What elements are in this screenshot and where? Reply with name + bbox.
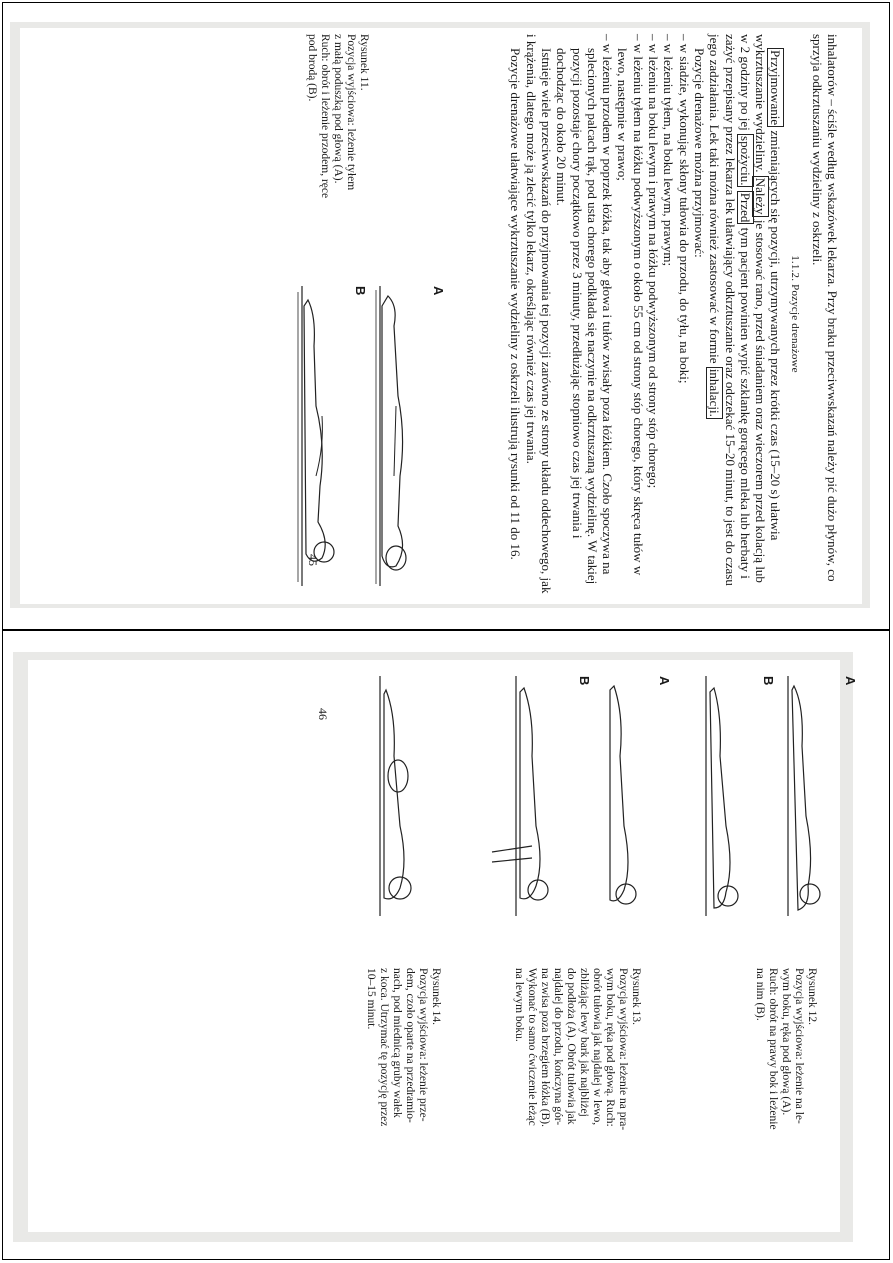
paragraph-drainage-intro: Przyjmowanie zmieniających się pozycji, utrzymywanych przez krótki czas (15–20 s) ułatwia wykrztuszanie wydzieliny. Należy je stosować rano, przed śniadaniem oraz wieczorem przed kolacją lub w 2 godziny po jej spożyciu. Przed tym pacjent powinien wypić szklankę gorącego mleka lub herbaty i zażyć przepisany przez lekarza lek ułatwiający odkrztuszanie oraz odczekać 15–20 minut, to jest do czasu jego zadziałania. Lek taki można również zastosować w formie inhalacji. [707,34,784,586]
caption-line: Pozycja wyjściowa: leżenie tyłem [345,34,357,191]
caption-title: Rysunek 13. [630,968,642,1026]
figure-12 [678,668,858,1228]
illustration-right-side [698,676,758,916]
list-item: – w siadzie, wykonując skłony tułowia do przodu, do tyłu, na boki; [676,34,692,384]
list-item: – w leżeniu tyłem na łóżku podwyższonym o około 55 cm od strony stóp chorego, który skręca tułów w lewo, następnie w prawo; [615,34,646,576]
boxed-word: spożyciu. [737,136,753,186]
list-item: – w leżeniu przodem w poprzek łóżka, tak aby głowa i tułów zwisały poza łóżkiem. Czoło spoczywa na splecionych palcach rąk, pod usta chorego podkłada się naczynie na odkrztuszaną wydzielinę. W takiej pozycji pozostaje chory początkowo przez 3 minuty, przedłużając stopniowo czas jej trwania i dochodząc do około 20 minut. [554,34,616,585]
caption-line: nach, pod miednicą gruby wałek [391,968,403,1118]
figure-label-b: B [761,676,776,686]
page-46-content [0,668,858,1228]
page-number: 45 [306,554,320,566]
caption-title: Rysunek 11. [358,34,370,91]
figure-11 [288,34,448,594]
figure-12-caption [753,968,818,1208]
caption-line: Pozycja wyjściowa: leżenie prze- [417,968,429,1122]
boxed-word: Należy [753,177,769,215]
figure-label-b: B [353,286,368,296]
section-heading: 1.1.2. Pozycje drenażowe [789,255,802,373]
caption-line: Ruch: obrót i leżenie przodem, ręce [319,34,331,199]
caption-line: do podłoża (A). Obrót tułowia jak [565,968,577,1125]
illustration-lying-supine [368,286,428,586]
paragraph-inhalers: inhalatorów – ściśle według wskazówek lekarza. Przy braku przeciwwskazań należy pić dużo płynów, co sprzyja odkrztuszaniu wydzieliny z oskrzeli. [809,34,840,582]
caption-line: pod brodą (B). [306,34,318,102]
caption-line: na zwisa poza brzegiem łóżka (B). [539,968,551,1128]
caption-line: dem, czoło oparte na przedramio- [404,968,416,1123]
figure-11-caption [305,34,370,274]
illustration-lying-prone [292,286,352,586]
boxed-word: Przed [737,192,753,223]
page-number: 46 [316,708,330,720]
caption-line: na nim (B). [754,968,766,1021]
figure-13 [482,668,672,1228]
caption-line: z koca. Utrzymać tę pozycję przez [378,968,390,1127]
figure-label-a: A [657,676,672,686]
caption-line: najdalej do przodu, kończyna gór- [552,968,564,1126]
positions-list [554,34,692,594]
caption-line: Pozycja wyjściowa: leżenie na le- [793,968,805,1124]
illustration-rotation-forward [486,676,576,916]
caption-line: 10–15 minut. [365,968,377,1030]
boxed-word: Przyjmowanie [768,50,784,126]
figure-label-a: A [843,676,858,686]
illustration-prone-roll [362,676,442,916]
caption-title: Rysunek 14. [430,968,442,1026]
figure-14 [312,668,472,1228]
caption-line: wym boku, ręka pod głową. Ruch: [604,968,616,1127]
caption-line: obrót tułowia jak najdalej w lewo, [591,968,603,1126]
illustration-rotation-left [594,676,654,916]
caption-line: na lewym boku. [513,968,525,1042]
caption-line: z małą poduszką pod głową (A). [332,34,344,184]
caption-line: Ruch: obrót na prawy bok i leżenie [767,968,779,1130]
illustration-left-side [778,676,838,916]
list-item: – w leżeniu na boku lewym i prawym na łóżku podwyższonym od strony stóp chorego; [646,34,662,489]
figure-label-b: B [577,676,592,686]
paragraph-positions-intro: Pozycje drenażowe można przyjmować: [691,48,707,258]
caption-line: Wykonać to samo ćwiczenie leżąc [526,968,538,1126]
list-item: – w leżeniu tyłem, na boku lewym, prawym; [661,34,677,267]
figure-14-caption [364,968,442,1208]
caption-line: Pozycja wyjściowa: leżenie na pra- [617,968,629,1131]
caption-line: zbliżając lewy bark jak najbliżej [578,968,590,1117]
paragraph-illustrations: Pozycje drenażowe ułatwiające wykrztuszanie wydzieliny z oskrzeli ilustrują rysunki od 11 do 16. [508,48,524,560]
caption-line: wym boku, ręka pod głową (A). [780,968,792,1116]
figure-13-caption [512,968,642,1218]
page-45-content [20,34,840,594]
figure-label-a: A [431,286,446,296]
boxed-word: inhalacji. [707,368,723,417]
paragraph-contraindications: Istnieje wiele przeciwwskazań do przyjmowania tej pozycji zarówno ze strony układu oddechowego, jak i krążenia, dlatego może ją zlecić tylko lekarz, określając również czas jej trwania. [523,34,554,594]
caption-title: Rysunek 12. [806,968,818,1026]
